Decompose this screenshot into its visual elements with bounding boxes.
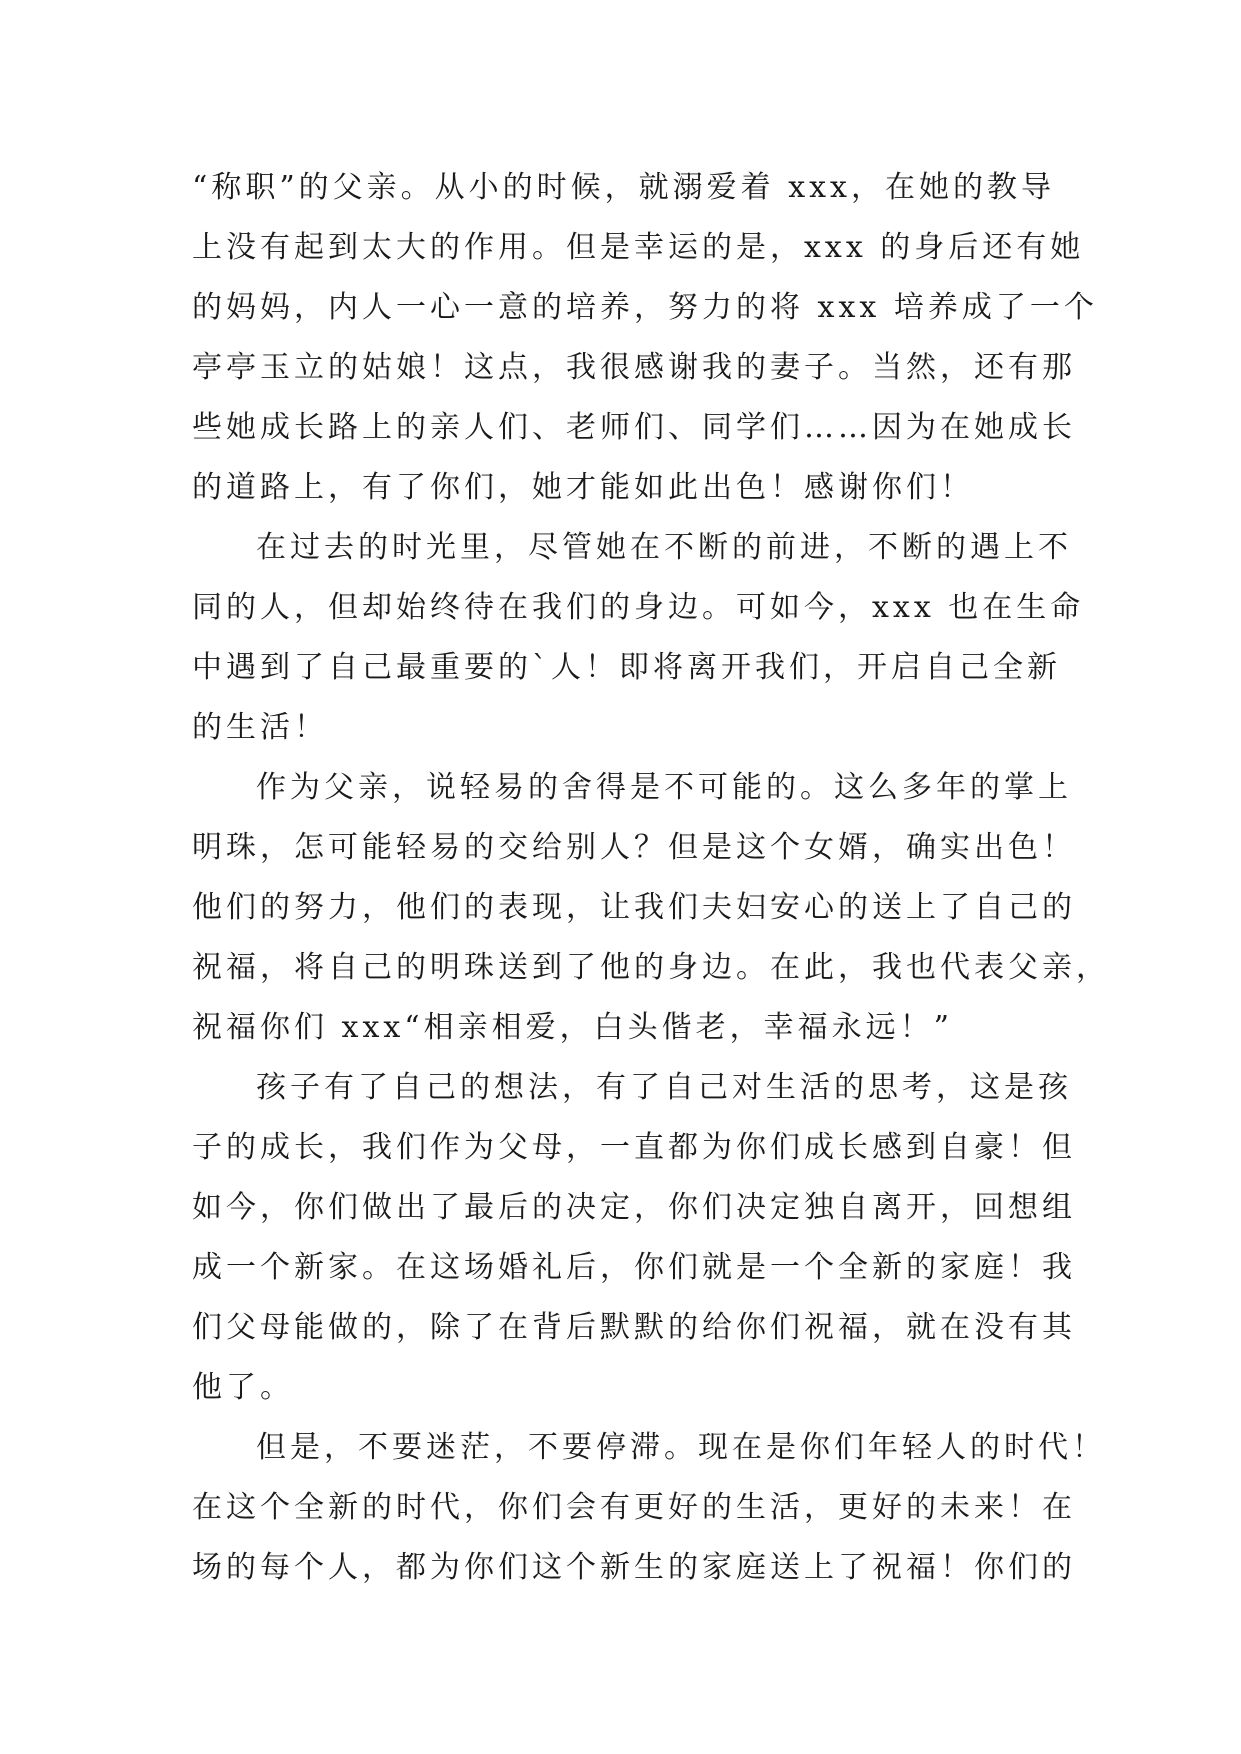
text-line: 们父母能做的，除了在背后默默的给你们祝福，就在没有其	[192, 1310, 1076, 1345]
text-line: 如今，你们做出了最后的决定，你们决定独自离开，回想组	[192, 1190, 1076, 1225]
text-line: 成一个新家。在这场婚礼后，你们就是一个全新的家庭！我	[192, 1250, 1076, 1285]
text-line: 子的成长，我们作为父母，一直都为你们成长感到自豪！但	[192, 1130, 1076, 1165]
text-line: 的道路上，有了你们，她才能如此出色！感谢你们！	[192, 470, 974, 505]
text-line: 的妈妈，内人一心一意的培养，努力的将 xxx 培养成了一个	[192, 290, 1098, 325]
paragraph-first-line: 在过去的时光里，尽管她在不断的前进，不断的遇上不	[256, 530, 1072, 565]
text-line: 同的人，但却始终待在我们的身边。可如今，xxx 也在生命	[192, 590, 1085, 625]
text-line: 亭亭玉立的姑娘！这点，我很感谢我的妻子。当然，还有那	[192, 350, 1076, 385]
text-line: 祝福你们 xxx“相亲相爱，白头偕老，幸福永远！”	[192, 1010, 953, 1045]
text-line: 祝福，将自己的明珠送到了他的身边。在此，我也代表父亲，	[192, 950, 1110, 985]
paragraph-first-line: 孩子有了自己的想法，有了自己对生活的思考，这是孩	[256, 1070, 1072, 1105]
text-line: 明珠，怎可能轻易的交给别人？但是这个女婿，确实出色！	[192, 830, 1076, 865]
text-line: 的生活！	[192, 710, 328, 745]
document-body	[192, 158, 1110, 1598]
text-line: 在这个全新的时代，你们会有更好的生活，更好的未来！在	[192, 1490, 1076, 1525]
paragraph-first-line: 但是，不要迷茫，不要停滞。现在是你们年轻人的时代！	[256, 1430, 1106, 1465]
text-line: 场的每个人，都为你们这个新生的家庭送上了祝福！你们的	[192, 1550, 1076, 1585]
text-line: 上没有起到太大的作用。但是幸运的是，xxx 的身后还有她	[192, 230, 1085, 265]
text-line: 些她成长路上的亲人们、老师们、同学们……因为在她成长	[192, 410, 1076, 445]
text-line: 中遇到了自己最重要的`人！即将离开我们，开启自己全新	[192, 650, 1061, 685]
text-line: 他了。	[192, 1370, 294, 1405]
paragraph-first-line: 作为父亲，说轻易的舍得是不可能的。这么多年的掌上	[256, 770, 1072, 805]
text-line: 他们的努力，他们的表现，让我们夫妇安心的送上了自己的	[192, 890, 1076, 925]
text-line: “称职”的父亲。从小的时候，就溺爱着 xxx，在她的教导	[192, 170, 1055, 205]
